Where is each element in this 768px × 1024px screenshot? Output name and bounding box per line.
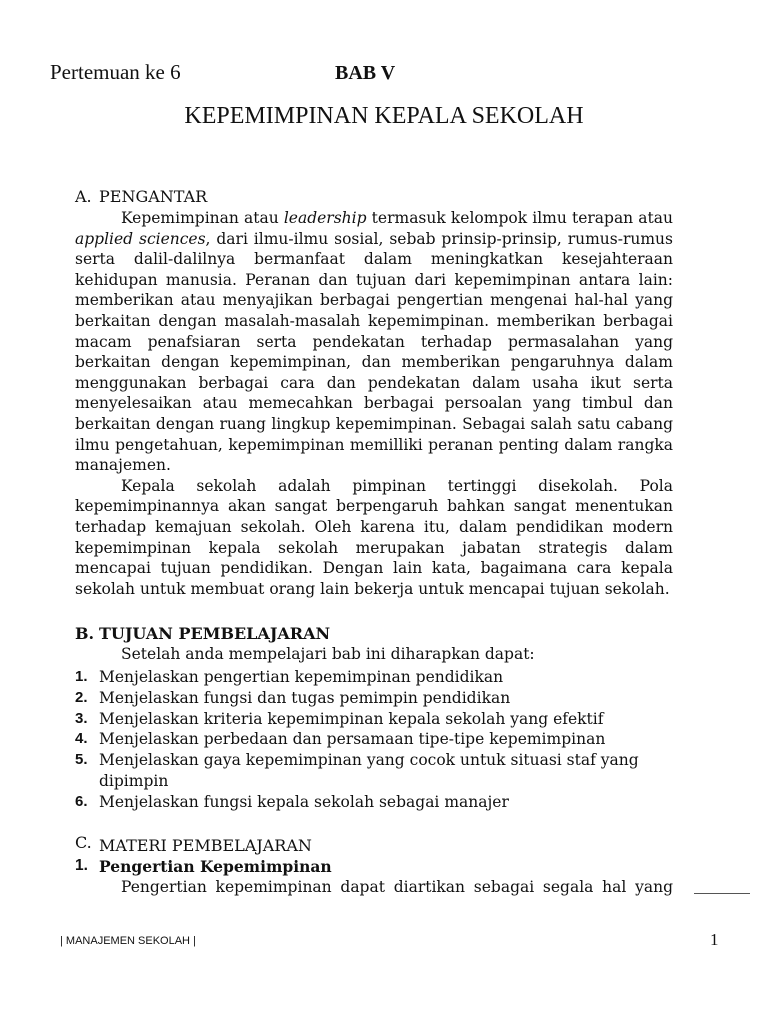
objectives-intro: Setelah anda mempelajari bab ini diharapkan dapat: [121,645,535,663]
objective-item [75,750,675,792]
subsection-title: Pengertian Kepemimpinan [99,857,332,876]
objective-number: 5. [75,751,88,769]
objective-text: Menjelaskan fungsi kepala sekolah sebagai manajer [99,792,509,811]
chapter-label: BAB V [335,62,396,84]
objective-text: Menjelaskan pengertian kepemimpinan pendidikan [99,668,504,686]
section-a-title: PENGANTAR [99,187,208,206]
footer-label: | MANAJEMEN SEKOLAH | [60,935,196,947]
term-applied-sciences: applied sciences [75,229,206,248]
section-a-body [75,208,673,599]
objective-item [75,709,675,730]
materi-paragraph: Pengertian kepemimpinan dapat diartikan sebagai segala hal yang [121,878,673,896]
term-leadership: leadership [283,209,367,227]
objectives-list [75,667,675,813]
page-number: 1 [710,930,719,949]
objective-text: Menjelaskan fungsi dan tugas pemimpin pendidikan [99,688,511,707]
objective-item [75,667,675,688]
objective-item [75,792,675,813]
objective-number: 3. [75,709,88,727]
section-b-label: B. [75,624,95,643]
intro-paragraph-2: Kepala sekolah adalah pimpinan tertinggi disekolah. Pola kepemimpinannya akan sangat berpengaruh bahkan sangat menentukan terhadap kemajuan sekolah. Oleh karena itu, dalam pendidikan modern kepemimpinan kepala sekolah merupakan jabatan strategis dalam mencapai tujuan pendidikan. Dengan lain kata, bagaimana cara kepala sekolah untuk membuat orang lain bekerja untuk mencapai tujuan sekolah. [75,476,673,598]
meeting-label: Pertemuan ke 6 [50,60,181,84]
intro-paragraph-1: Kepemimpinan atau leadership termasuk kelompok ilmu terapan atau applied sciences, dari ilmu-ilmu sosial, sebab prinsip-prinsip, rumus-rumus serta dalil-dalilnya bermanfaat dalam meningkatkan kesejahteraan kehidupan manusia. Peranan dan tujuan dari kepemimpinan antara lain: memberikan atau menyajikan berbagai pengertian mengenai hal-hal yang berkaitan dengan masalah-masalah kepemimpinan. memberikan berbagai macam penafsiaran serta pendekatan terhadap permasalahan yang berkaitan dengan kepemimpinan, dan memberikan pengaruhnya dalam menggunakan berbagai cara dan pendekatan dalam usaha ikut serta menyelesaikan atau memecahkan berbagai persoalan yang timbul dan berkaitan dengan ruang lingkup kepemimpinan. Sebagai salah satu cabang ilmu pengetahuan, kepemimpinan memilliki peranan penting dalam rangka manajemen. [75,209,673,475]
footer-divider [694,893,750,894]
objective-item [75,688,675,709]
page-title: KEPEMIMPINAN KEPALA SEKOLAH [184,103,584,129]
objective-number: 4. [75,730,88,748]
section-c-title: MATERI PEMBELAJARAN [99,836,312,855]
section-c-label: C. [75,833,92,852]
objective-text: Menjelaskan gaya kepemimpinan yang cocok untuk situasi staf yang dipimpin [99,751,639,790]
objective-number: 2. [75,688,88,706]
objective-text: Menjelaskan kriteria kepemimpinan kepala sekolah yang efektif [99,709,604,728]
subsection-number: 1. [75,857,88,874]
objective-number: 1. [75,668,88,685]
objective-number: 6. [75,792,88,810]
objective-item [75,729,675,750]
section-b-title: TUJUAN PEMBELAJARAN [99,624,331,643]
section-a-label: A. [75,187,92,206]
objective-text: Menjelaskan perbedaan dan persamaan tipe-tipe kepemimpinan [99,730,606,749]
